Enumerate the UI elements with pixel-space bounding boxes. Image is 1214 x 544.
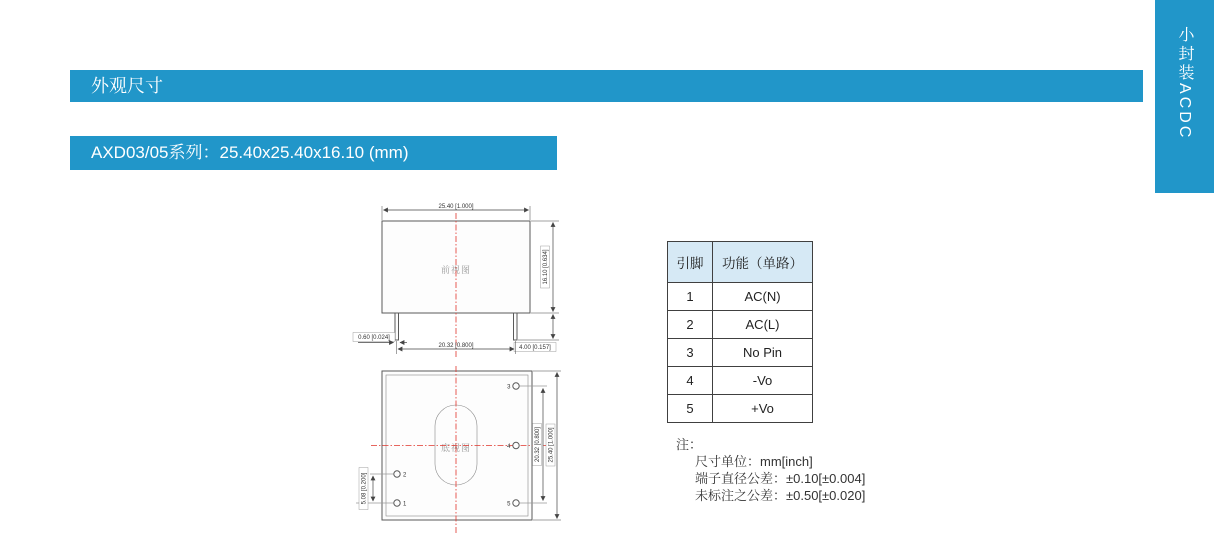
dim-label-pin-span — [533, 424, 542, 466]
pin-5 — [513, 500, 519, 506]
function-cell: AC(L) — [713, 311, 813, 339]
function-cell: AC(N) — [713, 283, 813, 311]
function-cell: No Pin — [713, 339, 813, 367]
mechanical-drawing — [350, 195, 570, 540]
svg-text:4.00 [0.157]: 4.00 [0.157] — [519, 345, 551, 352]
table-row — [668, 339, 813, 367]
function-cell: -Vo — [713, 367, 813, 395]
table-row — [668, 311, 813, 339]
dim-label-front-height — [541, 246, 550, 288]
bottom-view — [356, 366, 561, 533]
dim-label-pin-offset — [359, 468, 368, 510]
dim-label-pin-diameter — [353, 333, 395, 342]
pin-function-table — [667, 241, 813, 423]
table-row — [668, 283, 813, 311]
svg-text:0.60 [0.024]: 0.60 [0.024] — [358, 335, 390, 342]
pin-cell: 1 — [668, 283, 713, 311]
table-row — [668, 367, 813, 395]
pin-1 — [394, 500, 400, 506]
pin-2 — [394, 471, 400, 477]
section-title-bar — [70, 70, 1143, 102]
pin-3 — [513, 383, 519, 389]
note-line: 未标注之公差：±0.50[±0.020] — [695, 488, 866, 503]
function-cell: +Vo — [713, 395, 813, 423]
note-line: 尺寸单位：mm[inch] — [695, 454, 813, 469]
series-title-bar — [70, 136, 557, 170]
dim-label-pin-length — [514, 343, 556, 352]
pin-cell: 2 — [668, 311, 713, 339]
svg-text:5.08 [0.200]: 5.08 [0.200] — [361, 472, 368, 505]
series-title: AXD03/05系列：25.40x25.40x16.10 (mm) — [91, 143, 409, 162]
side-tab-acdc[interactable] — [1155, 0, 1214, 193]
svg-text:25.40 [1.000]: 25.40 [1.000] — [548, 427, 555, 463]
dim-text-pin-pitch: 20.32 [0.800] — [438, 343, 474, 350]
pin-4-number: 4 — [507, 443, 511, 450]
side-tab-label: 小封装ACDC — [1176, 26, 1193, 141]
pin-cell: 3 — [668, 339, 713, 367]
pin-cell: 5 — [668, 395, 713, 423]
front-view-label: 前视图 — [440, 265, 472, 275]
table-header-function: 功能（单路） — [713, 242, 813, 283]
notes-title: 注： — [676, 437, 703, 452]
pin-1-number: 1 — [403, 501, 407, 508]
dim-label-body-width — [546, 424, 555, 466]
table-header-pin: 引脚 — [668, 242, 713, 283]
pin-cell: 4 — [668, 367, 713, 395]
dim-text-front-width: 25.40 [1.000] — [438, 204, 474, 211]
table-row — [668, 395, 813, 423]
front-pin-right — [514, 313, 518, 340]
front-view — [353, 204, 559, 358]
section-title: 外观尺寸 — [91, 76, 163, 96]
pin-2-number: 2 — [403, 472, 407, 479]
tolerance-notes — [676, 436, 865, 504]
table-header-row — [668, 242, 813, 283]
pin-3-number: 3 — [507, 384, 511, 391]
note-line: 端子直径公差：±0.10[±0.004] — [695, 471, 866, 486]
bottom-view-label: 底视图 — [440, 443, 472, 453]
svg-text:20.32 [0.800]: 20.32 [0.800] — [535, 426, 542, 463]
pin-4 — [513, 442, 519, 448]
front-pin-left — [395, 313, 399, 340]
pin-5-number: 5 — [507, 501, 511, 508]
svg-text:16.10 [0.634]: 16.10 [0.634] — [543, 249, 550, 285]
